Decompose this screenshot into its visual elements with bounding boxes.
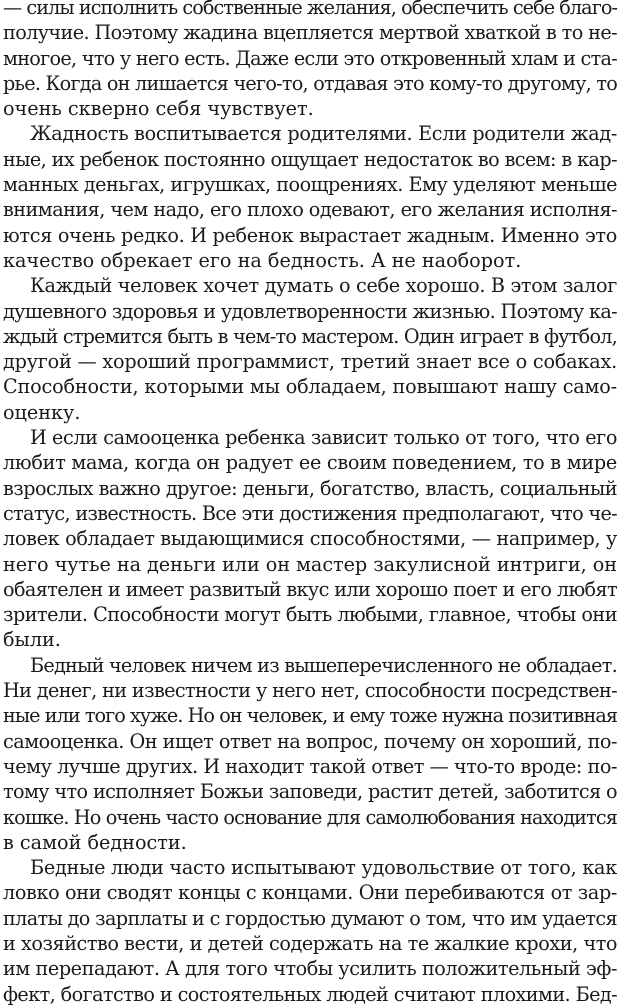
text-line: кошке. Но очень часто основание для самолюбования находится bbox=[3, 805, 617, 829]
paragraph bbox=[3, 653, 617, 855]
text-line: Жадность воспитывается родителями. Если родители жад- bbox=[30, 122, 617, 146]
text-line: — силы исполнить собственные желания, обеспечить себе благо- bbox=[3, 0, 617, 19]
text-line: качество обрекает его на бедность. А не наоборот. bbox=[3, 248, 522, 272]
text-line: многое, что у него есть. Даже если это откровенный хлам и ста- bbox=[3, 46, 617, 70]
paragraph bbox=[3, 425, 617, 653]
text-line: ные или того хуже. Но он человек, и ему тоже нужна позитивная bbox=[3, 704, 617, 728]
text-line: статус, известность. Все эти достижения предполагают, что че- bbox=[3, 501, 617, 525]
text-line: ждый стремится быть в чем-то мастером. Один играет в футбол, bbox=[3, 324, 617, 348]
text-line: чему лучше других. И находит такой ответ — что-то вроде: по- bbox=[3, 754, 617, 778]
text-line: в самой бедности. bbox=[3, 830, 187, 854]
text-line: оценку. bbox=[3, 400, 81, 424]
text-line: очень скверно себя чувствует. bbox=[3, 97, 314, 121]
text-line: им перепадают. А для того чтобы усилить положительный эф- bbox=[3, 957, 617, 981]
text-line: любит мама, когда он радует ее своим поведением, то в мире bbox=[3, 451, 617, 475]
text-line: обаятелен и имеет развитый вкус или хорошо поет и его любят bbox=[3, 577, 617, 601]
text-line: Каждый человек хочет думать о себе хорошо. В этом залог bbox=[30, 274, 617, 298]
text-line: Способности, которыми мы обладаем, повышают нашу само- bbox=[3, 375, 617, 399]
text-line: другой — хороший программист, третий знает все о собаках. bbox=[3, 350, 617, 374]
text-line: ются очень редко. И ребенок вырастает жадным. Именно это bbox=[3, 223, 617, 247]
text-line: самооценка. Он ищет ответ на вопрос, почему он хороший, по- bbox=[3, 729, 617, 753]
text-line: внимания, чем надо, его плохо одевают, его желания исполня- bbox=[3, 198, 617, 222]
text-line: рье. Когда он лишается чего-то, отдавая это кому-то другому, то bbox=[3, 71, 617, 95]
text-line: него чутье на деньги или он мастер закулисной интриги, он bbox=[3, 552, 617, 576]
text-line: взрослых важно другое: деньги, богатство, власть, социальный bbox=[3, 476, 617, 500]
paragraph bbox=[3, 855, 617, 1007]
text-line: были. bbox=[3, 628, 61, 652]
text-line: Ни денег, ни известности у него нет, способности посредствен- bbox=[3, 679, 617, 703]
text-line: фект, богатство и состоятельных людей считают плохими. Бед- bbox=[3, 982, 617, 1006]
text-line: Бедные люди часто испытывают удовольствие от того, как bbox=[30, 856, 617, 880]
text-line: И если самооценка ребенка зависит только от того, что его bbox=[30, 426, 618, 450]
paragraph bbox=[3, 121, 617, 273]
text-line: и хозяйство вести, и детей содержать на те жалкие крохи, что bbox=[3, 931, 617, 955]
text-line: душевного здоровья и удовлетворенности жизнью. Поэтому ка- bbox=[3, 299, 617, 323]
text-line: тому что исполняет Божьи заповеди, растит детей, заботится о bbox=[3, 780, 617, 804]
text-line: ловко они сводят концы с концами. Они перебиваются от зар- bbox=[3, 881, 617, 905]
text-line: ловек обладает выдающимися способностями, — например, у bbox=[3, 527, 617, 551]
text-line: Бедный человек ничем из вышеперечисленного не обладает. bbox=[30, 653, 617, 677]
paragraph bbox=[3, 0, 617, 121]
text-line: ные, их ребенок постоянно ощущает недостаток во всем: в кар- bbox=[3, 147, 617, 171]
text-line: манных деньгах, игрушках, поощрениях. Ему уделяют меньше bbox=[3, 173, 617, 197]
text-line: платы до зарплаты и с гордостью думают о том, что им удается bbox=[3, 906, 617, 930]
text-line: зрители. Способности могут быть любыми, главное, чтобы они bbox=[3, 603, 617, 627]
document-page bbox=[3, 0, 618, 1006]
text-line: получие. Поэтому жадина вцепляется мертвой хваткой в то не- bbox=[3, 21, 617, 45]
paragraph bbox=[3, 273, 617, 425]
